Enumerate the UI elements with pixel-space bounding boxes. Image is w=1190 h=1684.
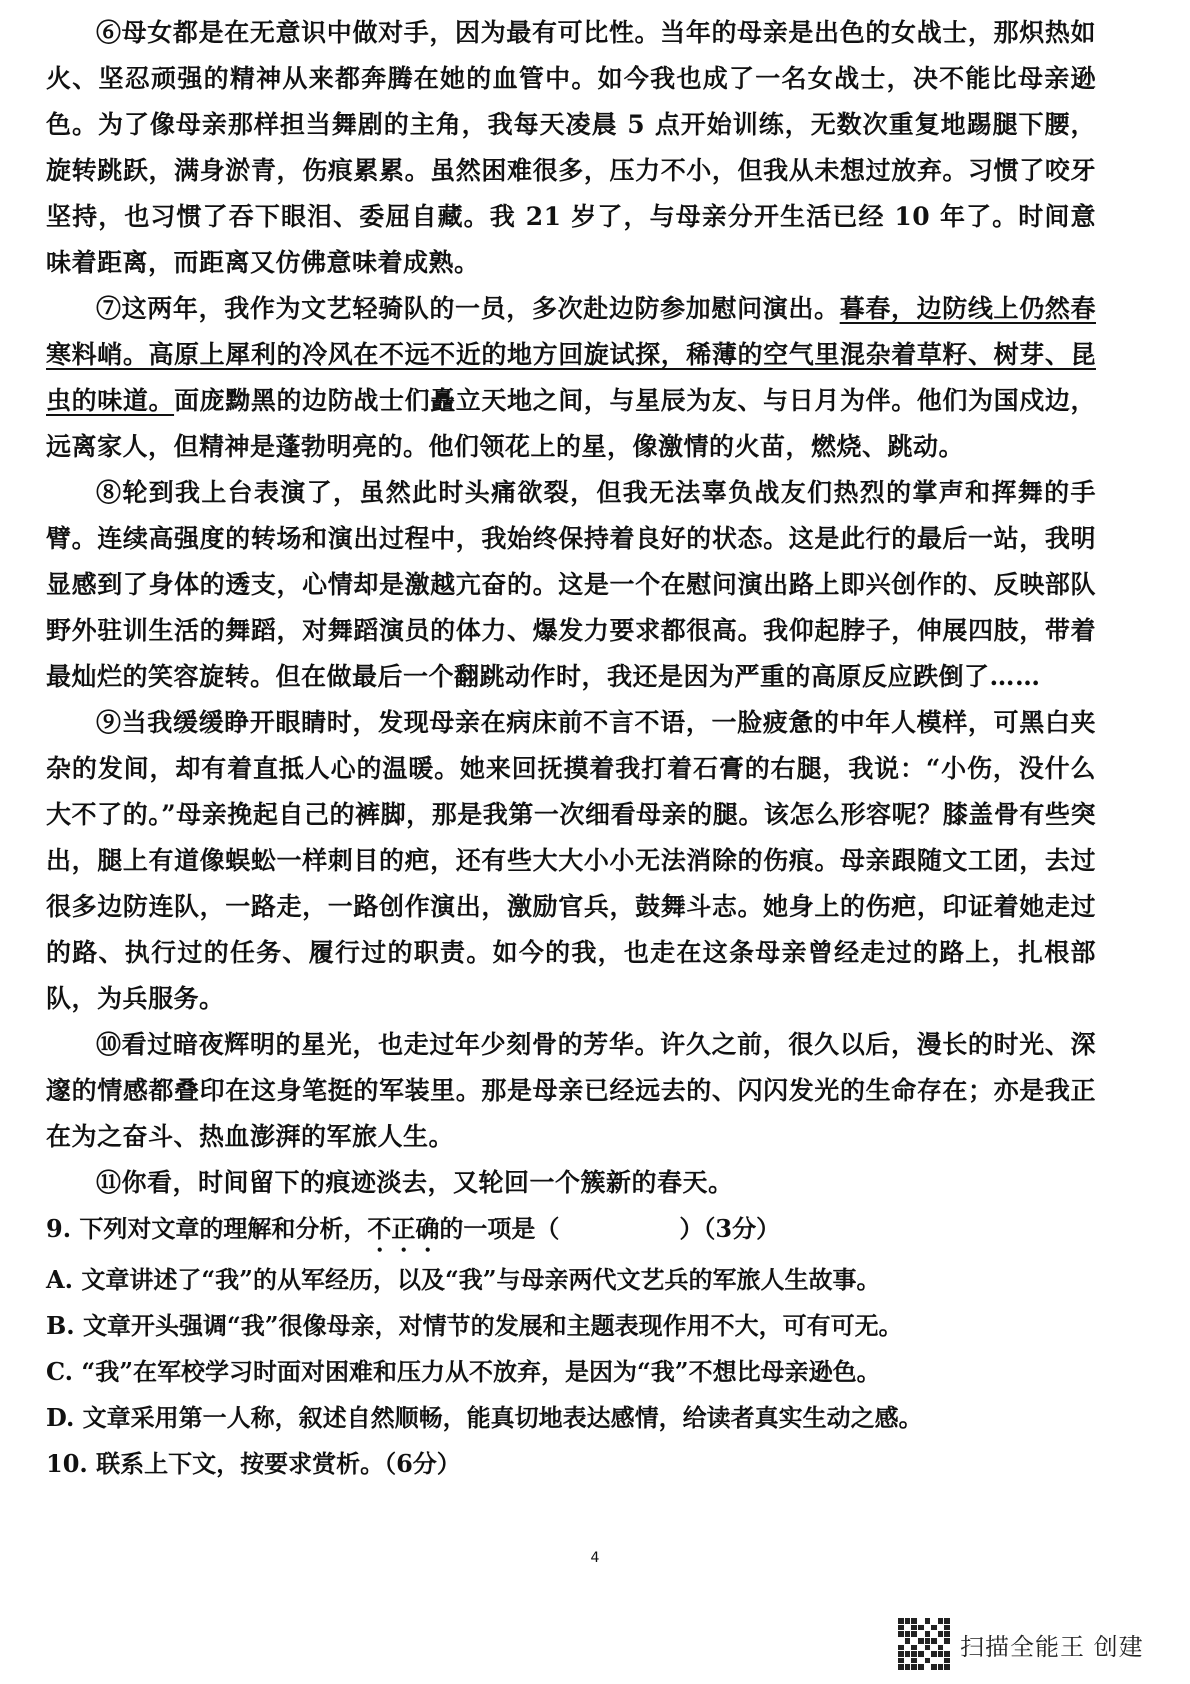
paragraph-10: ⑩看过暗夜辉明的星光，也走过年少刻骨的芳华。许久之前，很久以后，漫长的时光、深邃的情感都叠印在这身笔挺的军装里。那是母亲已经远去的、闪闪发光的生命存在；亦是我正在为之奋斗、热血澎湃的军旅人生。 <box>46 1030 1096 1151</box>
qr-code-icon <box>898 1618 950 1670</box>
option-a: A. 文章讲述了“我”的从军经历，以及“我”与母亲两代文艺兵的军旅人生故事。 <box>46 1265 881 1294</box>
exam-page <box>46 10 1096 1487</box>
paragraph-8: ⑧轮到我上台表演了，虽然此时头痛欲裂，但我无法辜负战友们热烈的掌声和挥舞的手臂。连续高强度的转场和演出过程中，我始终保持着良好的状态。这是此行的最后一站，我明显感到了身体的透支，心情却是激越亢奋的。这是一个在慰问演出路上即兴创作的、反映部队野外驻训生活的舞蹈，对舞蹈演员的体力、爆发力要求都很高。我仰起脖子，伸展四肢，带着最灿烂的笑容旋转。但在做最后一个翻跳动作时，我还是因为严重的高原反应跌倒了…… <box>46 478 1096 691</box>
question-9-emphasis: 不正确 <box>367 1214 440 1243</box>
option-c: C. “我”在军校学习时面对困难和压力从不放弃，是因为“我”不想比母亲逊色。 <box>46 1357 881 1386</box>
scanner-watermark <box>898 1618 1144 1670</box>
question-9-prefix: 9. 下列对文章的理解和分析， <box>46 1214 368 1243</box>
paragraph-7-end: 面庞黝黑的边防战士们矗立天地之间，与星辰为友、与日月为伴。他们为国戍边，远离家人，但精神是蓬勃明亮的。他们领花上的星，像激情的火苗，燃烧、跳动。 <box>46 386 1096 461</box>
question-9-stem <box>46 1206 1096 1257</box>
question-10: 10. 联系上下文，按要求赏析。（6分） <box>46 1449 461 1478</box>
paragraph-11: ⑪你看，时间留下的痕迹淡去，又轮回一个簇新的春天。 <box>96 1168 734 1197</box>
question-9-suffix: 的一项是（ <box>439 1214 560 1243</box>
paragraph-6: ⑥母女都是在无意识中做对手，因为最有可比性。当年的母亲是出色的女战士，那炽热如火、坚忍顽强的精神从来都奔腾在她的血管中。如今我也成了一名女战士，决不能比母亲逊色。为了像母亲那样担当舞剧的主角，我每天凌晨 5 点开始训练，无数次重复地踢腿下腰，旋转跳跃，满身淤青，伤痕累累。虽然困难很多，压力不小，但我从未想过放弃。习惯了咬牙坚持，也习惯了吞下眼泪、委屈自藏。我 21 岁了，与母亲分开生活已经 10 年了。时间意味着距离，而距离又仿佛意味着成熟。 <box>46 18 1096 277</box>
paragraph-9: ⑨当我缓缓睁开眼睛时，发现母亲在病床前不言不语，一脸疲惫的中年人模样，可黑白夹杂的发间，却有着直抵人心的温暖。她来回抚摸着我打着石膏的右腿，我说：“小伤，没什么大不了的。”母亲挽起自己的裤脚，那是我第一次细看母亲的腿。该怎么形容呢？膝盖骨有些突出，腿上有道像蜈蚣一样刺目的疤，还有些大大小小无法消除的伤痕。母亲跟随文工团，去过很多边防连队，一路走，一路创作演出，激励官兵，鼓舞斗志。她身上的伤疤，印证着她走过的路、执行过的任务、履行过的职责。如今的我，也走在这条母亲曾经走过的路上，扎根部队，为兵服务。 <box>46 708 1096 1013</box>
option-d: D. 文章采用第一人称，叙述自然顺畅，能真切地表达感情，给读者真实生动之感。 <box>46 1403 923 1432</box>
question-9-close: ）（3分） <box>679 1214 781 1243</box>
paragraph-7-start: ⑦这两年，我作为文艺轻骑队的一员，多次赴边防参加慰问演出。 <box>96 294 840 323</box>
underlined-sentence: 暮春，边防线上仍然春寒料峭。高原上犀利的冷风在不远不近的地方回旋试探，稀薄的空气里混杂着草籽、树芽、昆虫的味道。 <box>46 294 1096 415</box>
paragraph-7 <box>46 286 1096 470</box>
page-number: 4 <box>590 1550 600 1566</box>
option-b: B. 文章开头强调“我”很像母亲，对情节的发展和主题表现作用不大，可有可无。 <box>46 1311 903 1340</box>
watermark-text: 扫描全能王 创建 <box>960 1632 1144 1661</box>
